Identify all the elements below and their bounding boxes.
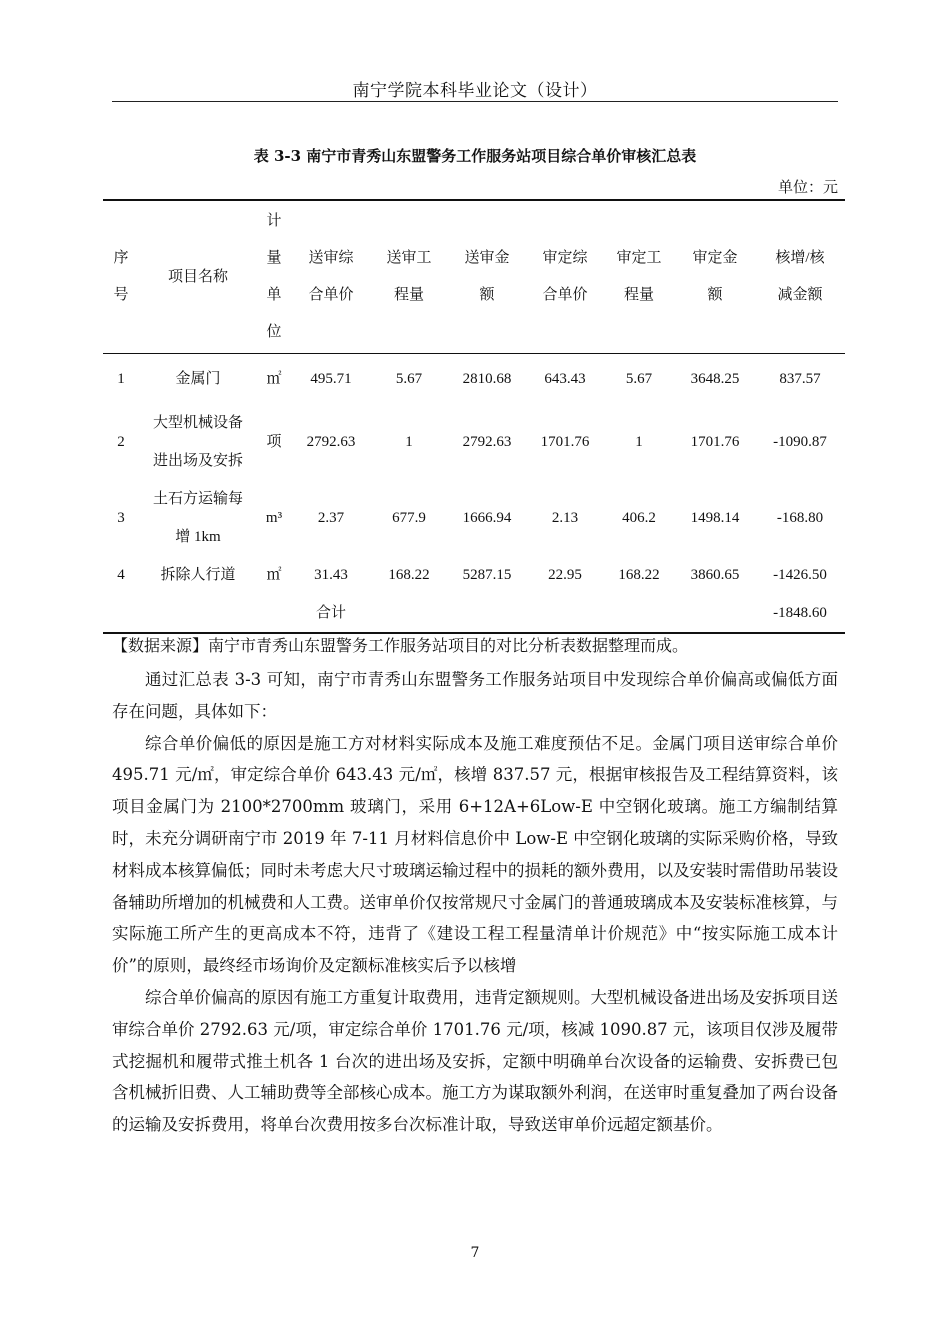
column-header-line: 审定金: [692, 250, 738, 266]
table-cell: ㎡: [266, 567, 282, 583]
table-cell: 2.13: [551, 510, 579, 526]
table-row: [103, 480, 845, 556]
table-cell: 项: [266, 434, 282, 450]
table-cell: 2.37: [317, 510, 345, 526]
summary-table: [103, 199, 845, 634]
item-name: 金属门: [175, 371, 221, 387]
table-cell: [139, 556, 257, 594]
table-cell: 495.71: [310, 371, 352, 387]
table-cell: 2792.63: [306, 434, 356, 450]
table-cell: 3: [117, 510, 125, 526]
table-cell: 2: [117, 434, 125, 450]
column-header: [257, 200, 291, 354]
table-cell: 4: [117, 567, 125, 583]
table-cell: 406.2: [622, 510, 656, 526]
table-cell: [603, 594, 675, 633]
table-cell: 837.57: [779, 371, 821, 387]
table-body: [103, 354, 845, 634]
table-cell: 3860.65: [690, 567, 740, 583]
table-cell: 2792.63: [462, 434, 512, 450]
table-cell: [447, 594, 527, 633]
item-name: 土石方运输每增 1km: [152, 491, 243, 545]
column-header-line: 送审综: [308, 250, 354, 266]
column-header-line: 序: [113, 250, 129, 266]
column-header-line: 合单价: [308, 287, 354, 303]
paragraph: 综合单价偏低的原因是施工方对材料实际成本及施工难度预估不足。金属门项目送审综合单价 495.71 元/㎡，审定综合单价 643.43 元/㎡，核增 837.57 元，根据审核报告及工程结算资料，该项目金属门为 2100*2700mm 玻璃门，采用 6+12A+6Low-E 中空钢化玻璃。施工方编制结算时，未充分调研南宁市 2019 年 7-11 月材料信息价中 Low-E 中空钢化玻璃的实际采购价格，导致材料成本核算偏低；同时未考虑大尺寸玻璃运输过程中的损耗的额外费用，以及安装时需借助吊装设备辅助所增加的机械费和人工费。送审单价仅按常规尺寸金属门的普通玻璃成本及安装标准核算，与实际施工所产生的更高成本不符，违背了《建设工程工程量清单计价规范》中“按实际施工成本计价”的原则，最终经市场询价及定额标准核实后予以核增: [112, 733, 838, 976]
table-cell: [527, 594, 603, 633]
table-cell: -1090.87: [773, 434, 827, 450]
page-number: 7: [470, 1245, 480, 1261]
column-header-line: 额: [479, 287, 495, 303]
column-header: [371, 200, 447, 354]
table-cell: 5.67: [395, 371, 423, 387]
table-cell: [103, 594, 139, 633]
total-label: 合计: [315, 605, 346, 621]
table-cell: 643.43: [544, 371, 586, 387]
column-header-line: 审定综: [542, 250, 588, 266]
table-cell: 1: [635, 434, 643, 450]
column-header: [603, 200, 675, 354]
table-cell: [139, 480, 257, 556]
column-header-line: 程量: [623, 287, 654, 303]
table-cell: 677.9: [392, 510, 426, 526]
column-header-line: 单: [266, 287, 282, 303]
column-header-line: 减金额: [777, 287, 823, 303]
header-rule: [112, 101, 838, 102]
column-header-line: 核增/核: [775, 250, 825, 266]
column-header-line: 位: [266, 324, 282, 340]
table-cell: 1701.76: [540, 434, 590, 450]
table-cell: [139, 594, 257, 633]
table-cell: 1: [117, 371, 125, 387]
column-header-line: 号: [113, 287, 129, 303]
table-cell: m³: [265, 510, 283, 526]
column-header-line: 审定工: [616, 250, 662, 266]
table-header-row: [103, 200, 845, 354]
column-header-line: 项目名称: [167, 268, 228, 285]
table-cell: 3648.25: [690, 371, 740, 387]
table-cell: 168.22: [388, 567, 430, 583]
table-cell: 1498.14: [690, 510, 740, 526]
column-header-line: 程量: [393, 287, 424, 303]
column-header-line: 量: [266, 250, 282, 266]
column-header-line: 送审工: [386, 250, 432, 266]
table-total-row: [103, 594, 845, 633]
column-header-line: 送审金: [464, 250, 510, 266]
column-header: [527, 200, 603, 354]
table-cell: 1: [405, 434, 413, 450]
page-header: 南宁学院本科毕业论文（设计）: [352, 81, 598, 101]
table-cell: [139, 404, 257, 480]
column-header: [291, 200, 371, 354]
column-header: [103, 200, 139, 354]
paragraph: 综合单价偏高的原因有施工方重复计取费用，违背定额规则。大型机械设备进出场及安拆项目送审综合单价 2792.63 元/项，审定综合单价 1701.76 元/项，核减 1090.87 元，该项目仅涉及履带式挖掘机和履带式推土机各 1 台次的进出场及安拆，定额中明确单台次设备的运输费、安拆费已包含机械折旧费、人工辅助费等全部核心成本。施工方为谋取额外利润，在送审时重复叠加了两台设备的运输及安拆费用，将单台次费用按多台次标准计取，导致送审单价远超定额基价。: [112, 987, 838, 1135]
table-cell: [257, 594, 291, 633]
table-cell: 1701.76: [690, 434, 740, 450]
table-row: [103, 556, 845, 594]
table-cell: 5.67: [625, 371, 653, 387]
table-cell: -168.80: [776, 510, 824, 526]
item-name: 大型机械设备进出场及安拆: [152, 415, 243, 469]
column-header-line: 计: [266, 213, 282, 229]
column-header: [675, 200, 755, 354]
column-header: [139, 200, 257, 354]
table-cell: [139, 354, 257, 405]
table-caption: 表 3-3 南宁市青秀山东盟警务工作服务站项目综合单价审核汇总表: [253, 147, 697, 165]
table-row: [103, 404, 845, 480]
table-cell: 22.95: [548, 567, 582, 583]
table-cell: [675, 594, 755, 633]
table-cell: 5287.15: [462, 567, 512, 583]
column-header-line: 额: [707, 287, 723, 303]
total-value: -1848.60: [773, 605, 827, 621]
table-cell: ㎡: [266, 371, 282, 387]
table-unit: 单位：元: [777, 178, 838, 196]
paragraph: 通过汇总表 3-3 可知，南宁市青秀山东盟警务工作服务站项目中发现综合单价偏高或偏低方面存在问题，具体如下：: [112, 670, 838, 721]
table-cell: [371, 594, 447, 633]
data-source-note: 【数据来源】南宁市青秀山东盟警务工作服务站项目的对比分析表数据整理而成。: [112, 636, 689, 655]
table-cell: -1426.50: [773, 567, 827, 583]
table-cell: 1666.94: [462, 510, 512, 526]
body-text: [112, 664, 838, 1141]
table-row: [103, 354, 845, 405]
column-header: [755, 200, 845, 354]
table-cell: 2810.68: [462, 371, 512, 387]
table-cell: 168.22: [618, 567, 660, 583]
column-header-line: 合单价: [542, 287, 588, 303]
table-cell: 31.43: [314, 567, 348, 583]
item-name: 拆除人行道: [160, 567, 236, 583]
column-header: [447, 200, 527, 354]
